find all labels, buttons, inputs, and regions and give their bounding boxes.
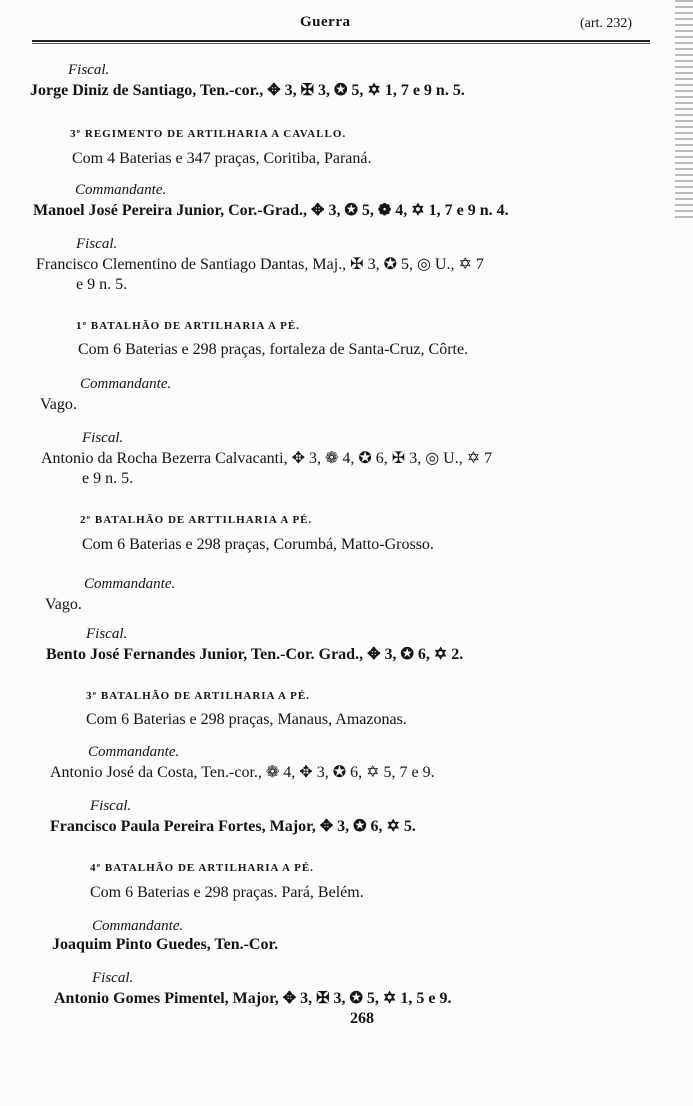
unit-details: Com 6 Baterias e 298 praças. Pará, Belém. [90, 884, 364, 901]
role-label: Commandante. [75, 182, 167, 198]
role-label: Fiscal. [86, 626, 128, 642]
role-label: Commandante. [88, 744, 180, 760]
role-label: Fiscal. [92, 970, 134, 986]
officer-entry: Antonio da Rocha Bezerra Calvacanti, ✥ 3, ❁ 4, ✪ 6, ✠ 3, ◎ U., ✡ 7 [41, 450, 493, 467]
unit-heading: 2º BATALHÃO DE ARTTILHARIA A PÉ. [80, 514, 313, 526]
officer-entry: Francisco Clementino de Santiago Dantas, Maj., ✠ 3, ✪ 5, ◎ U., ✡ 7 [36, 256, 484, 273]
running-header-title: Guerra [300, 14, 351, 30]
officer-entry: Vago. [40, 396, 77, 413]
role-label: Commandante. [92, 918, 184, 934]
role-label: Fiscal. [68, 62, 110, 78]
officer-entry: Joaquim Pinto Guedes, Ten.-Cor. [52, 936, 279, 953]
running-header-article: (art. 232) [580, 16, 633, 31]
officer-entry-continued: e 9 n. 5. [76, 276, 128, 293]
header-rule [32, 40, 650, 42]
unit-details: Com 6 Baterias e 298 praças, fortaleza de Santa-Cruz, Côrte. [78, 341, 469, 358]
role-label: Fiscal. [82, 430, 124, 446]
officer-entry: Antonio Gomes Pimentel, Major, ✥ 3, ✠ 3, ✪ 5, ✡ 1, 5 e 9. [54, 990, 452, 1007]
unit-details: Com 4 Baterias e 347 praças, Coritiba, Paraná. [72, 150, 372, 167]
role-label: Fiscal. [76, 236, 118, 252]
unit-heading: 3º REGIMENTO DE ARTILHARIA A CAVALLO. [70, 128, 347, 140]
page-edge-shadow [675, 0, 693, 220]
page-number: 268 [350, 1010, 374, 1027]
officer-entry: Bento José Fernandes Junior, Ten.-Cor. Grad., ✥ 3, ✪ 6, ✡ 2. [46, 646, 464, 663]
officer-entry: Vago. [45, 596, 82, 613]
unit-details: Com 6 Baterias e 298 praças, Manaus, Amazonas. [86, 711, 407, 728]
unit-heading: 1º BATALHÃO DE ARTILHARIA A PÉ. [76, 320, 300, 332]
officer-entry: Jorge Diniz de Santiago, Ten.-cor., ✥ 3, ✠ 3, ✪ 5, ✡ 1, 7 e 9 n. 5. [30, 82, 465, 99]
officer-entry: Francisco Paula Pereira Fortes, Major, ✥ 3, ✪ 6, ✡ 5. [50, 818, 416, 835]
unit-heading: 3º BATALHÃO DE ARTILHARIA A PÉ. [86, 690, 310, 702]
unit-details: Com 6 Baterias e 298 praças, Corumbá, Matto-Grosso. [82, 536, 434, 553]
officer-entry: Manoel José Pereira Junior, Cor.-Grad., ✥ 3, ✪ 5, ❁ 4, ✡ 1, 7 e 9 n. 4. [33, 202, 509, 219]
header-rule-thin [32, 43, 650, 44]
role-label: Fiscal. [90, 798, 132, 814]
role-label: Commandante. [84, 576, 176, 592]
officer-entry: Antonio José da Costa, Ten.-cor., ❁ 4, ✥ 3, ✪ 6, ✡ 5, 7 e 9. [50, 764, 435, 781]
unit-heading: 4º BATALHÃO DE ARTILHARIA A PÉ. [90, 862, 314, 874]
officer-entry-continued: e 9 n. 5. [82, 470, 134, 487]
role-label: Commandante. [80, 376, 172, 392]
